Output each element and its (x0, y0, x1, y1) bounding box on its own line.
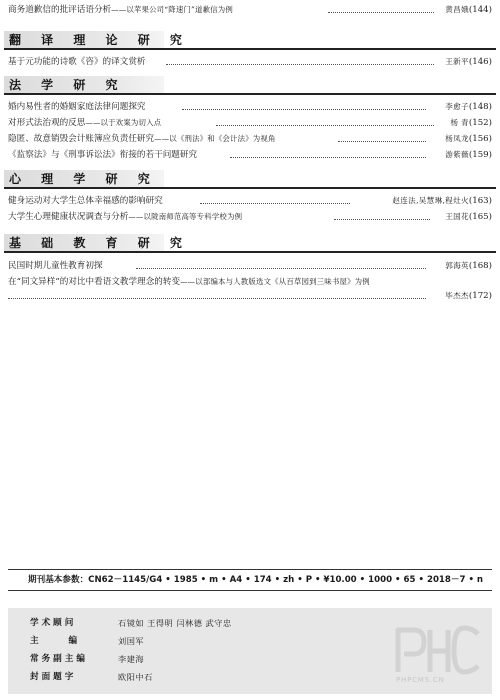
section-header-translation (4, 31, 496, 50)
page-number: 146 (472, 57, 489, 67)
dot-leader (182, 101, 426, 110)
entry-title: 民国时期儿童性教育初探 (8, 261, 103, 271)
watermark-letters-icon (392, 622, 484, 676)
entry-author: 毕杰杰(172) (445, 291, 492, 301)
entry-author: 赵连法,吴慧琳,程灶火(163) (392, 196, 492, 206)
entry-subtitle: ——以陇南师范高等专科学校为例 (128, 212, 243, 221)
page-number: 148 (472, 102, 489, 112)
entry-author: 郭海英(168) (445, 261, 492, 271)
entry-author: 王国花(165) (445, 212, 492, 222)
staff-names: 石镜如 王得明 闫林德 武守忠 (118, 618, 232, 628)
dot-leader (230, 149, 426, 158)
toc-entry[interactable] (8, 101, 492, 113)
params-top-rule (8, 569, 492, 570)
section-header-education (4, 234, 496, 253)
page-number: 163 (472, 196, 489, 206)
entry-title: 《监察法》与《刑事诉讼法》衔接的若干问题研究 (8, 150, 198, 160)
section-header-psychology (4, 170, 496, 189)
toc-entry-continued[interactable] (8, 290, 492, 302)
toc-entry[interactable] (8, 4, 492, 16)
dot-leader (216, 117, 434, 126)
entry-subtitle: ——以于欢案为切入点 (85, 118, 162, 127)
page-number: 152 (472, 118, 489, 128)
watermark-text: PHPCMS.CN (396, 676, 445, 684)
toc-entry[interactable] (8, 276, 492, 288)
toc-entry[interactable] (8, 56, 492, 68)
entry-title: 在“同文异样”的对比中看语文教学理念的转变——以部编本与人教版选文《从百草园到三味书屋》为例 (8, 277, 370, 287)
watermark-logo (392, 622, 484, 688)
dot-leader (166, 56, 434, 65)
entry-title: 基于元功能的诗歌《咨》的译文赏析 (8, 57, 146, 67)
section-title: 心 理 学 研 究 (9, 172, 158, 186)
page-number: 156 (472, 134, 489, 144)
page-number: 144 (472, 5, 489, 15)
staff-role: 主 编 (30, 636, 78, 646)
page-number: 172 (472, 291, 489, 301)
entry-subtitle: ——以《刑法》和《会计法》为视角 (154, 134, 276, 143)
entry-title: 大学生心理健康状况调查与分析——以陇南师范高等专科学校为例 (8, 212, 243, 222)
dot-leader (200, 195, 350, 204)
section-header-law (4, 76, 496, 95)
entry-subtitle: ——以部编本与人教版选文《从百草园到三味书屋》为例 (180, 277, 370, 286)
toc-entry[interactable] (8, 211, 492, 223)
entry-author: 游紫薇(159) (445, 150, 492, 160)
section-title: 基 础 教 育 研 究 (9, 236, 190, 250)
toc-entry[interactable] (8, 149, 492, 161)
dot-leader (136, 260, 426, 269)
dot-leader (338, 133, 426, 142)
entry-title: 对形式法治观的反思——以于欢案为切入点 (8, 118, 162, 128)
toc-entry[interactable] (8, 133, 492, 145)
journal-parameters: 期刊基本参数：CN62－1145/G4 • 1985 • m • A4 • 174 • zh • P • ¥10.00 • 1000 • 65 • 2018－7 • n (28, 575, 484, 585)
entry-author: 王新平(146) (445, 57, 492, 67)
entry-subtitle: ——以苹果公司“降速门”道歉信为例 (111, 5, 233, 14)
entry-author: 杨 青(152) (450, 118, 492, 128)
dot-leader (328, 4, 434, 13)
params-bottom-rule (8, 590, 492, 591)
staff-names: 刘国军 (118, 636, 145, 646)
entry-title: 商务道歉信的批评话语分析——以苹果公司“降速门”道歉信为例 (8, 5, 233, 15)
dot-leader (8, 290, 426, 299)
dot-leader (334, 211, 430, 220)
page-number: 159 (472, 150, 489, 160)
entry-title: 健身运动对大学生总体幸福感的影响研究 (8, 196, 163, 206)
section-title: 法 学 研 究 (9, 78, 126, 92)
entry-author: 杨凤龙(156) (445, 134, 492, 144)
staff-role: 学 术 顾 问 (30, 618, 74, 628)
entry-title: 隐匿、故意销毁会计账簿应负责任研究——以《刑法》和《会计法》为视角 (8, 134, 276, 144)
staff-role: 常 务 副 主 编 (30, 654, 85, 664)
toc-entry[interactable] (8, 117, 492, 129)
toc-entry[interactable] (8, 260, 492, 272)
entry-author: 黄昌娥(144) (445, 5, 492, 15)
page-number: 165 (472, 212, 489, 222)
section-title: 翻 译 理 论 研 究 (9, 33, 190, 47)
staff-role: 封 面 题 字 (30, 672, 74, 682)
entry-title: 婚内易性者的婚姻家庭法律问题探究 (8, 102, 146, 112)
staff-names: 李建海 (118, 654, 145, 664)
page-number: 168 (472, 261, 489, 271)
staff-names: 欧阳中石 (118, 672, 153, 682)
entry-author: 李愈子(148) (445, 102, 492, 112)
toc-entry[interactable] (8, 195, 492, 207)
